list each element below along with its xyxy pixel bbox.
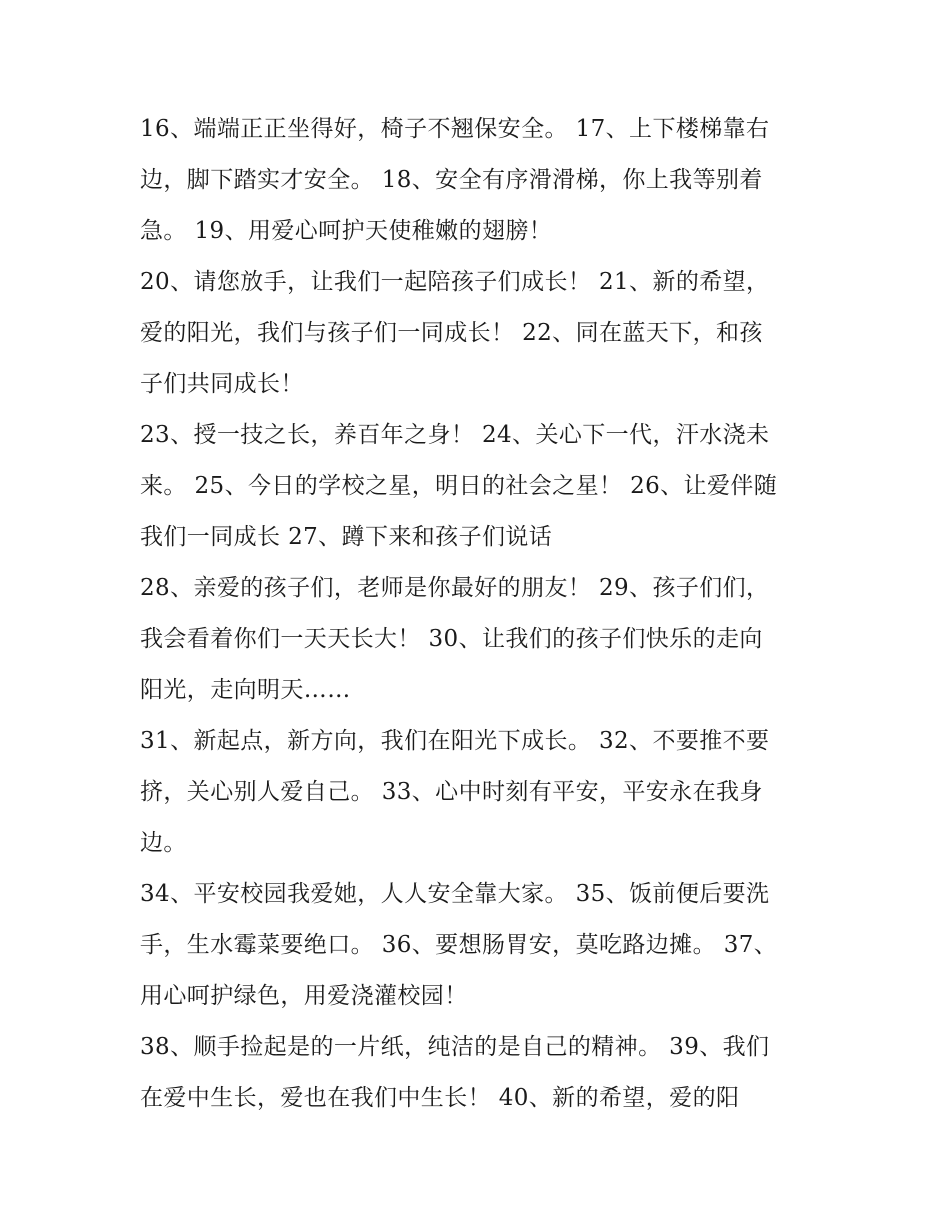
document-body [140, 104, 810, 1124]
paragraph-28-30 [140, 563, 810, 716]
text-line: 38、顺手捡起是的一片纸，纯洁的是自己的精神。 39、我们 [140, 1034, 770, 1060]
text-line: 阳光，走向明天…… [140, 677, 351, 703]
text-line: 16、端端正正坐得好，椅子不翘保安全。 17、上下楼梯靠右 [140, 116, 770, 142]
paragraph-20-22 [140, 257, 810, 410]
text-line: 边。 [140, 830, 187, 856]
text-line: 爱的阳光，我们与孩子们一同成长！ 22、同在蓝天下，和孩 [140, 320, 763, 346]
paragraph-31-33 [140, 716, 810, 869]
text-line: 我会看着你们一天天长大！ 30、让我们的孩子们快乐的走向 [140, 626, 763, 652]
paragraph-23-27 [140, 410, 810, 563]
text-line: 子们共同成长！ [140, 371, 304, 397]
paragraph-16-19 [140, 104, 810, 257]
text-line: 边，脚下踏实才安全。 18、安全有序滑滑梯，你上我等别着 [140, 167, 763, 193]
paragraph-38-40 [140, 1022, 810, 1124]
text-line: 用心呵护绿色，用爱浇灌校园！ [140, 983, 468, 1009]
text-line: 23、授一技之长，养百年之身！ 24、关心下一代，汗水浇未 [140, 422, 770, 448]
paragraph-34-37 [140, 869, 810, 1022]
text-line: 31、新起点，新方向，我们在阳光下成长。 32、不要推不要 [140, 728, 770, 754]
text-line: 急。 19、用爱心呵护天使稚嫩的翅膀！ [140, 218, 553, 244]
text-line: 20、请您放手，让我们一起陪孩子们成长！ 21、新的希望， [140, 269, 770, 295]
text-line: 34、平安校园我爱她，人人安全靠大家。 35、饭前便后要洗 [140, 881, 770, 907]
text-line: 我们一同成长 27、蹲下来和孩子们说话 [140, 524, 553, 550]
text-line: 28、亲爱的孩子们，老师是你最好的朋友！ 29、孩子们们， [140, 575, 770, 601]
text-line: 挤，关心别人爱自己。 33、心中时刻有平安，平安永在我身 [140, 779, 763, 805]
text-line: 手，生水霉菜要绝口。 36、要想肠胃安，莫吃路边摊。 37、 [140, 932, 778, 958]
text-line: 在爱中生长，爱也在我们中生长！ 40、新的希望，爱的阳 [140, 1085, 740, 1111]
text-line: 来。 25、今日的学校之星，明日的社会之星！ 26、让爱伴随 [140, 473, 778, 499]
